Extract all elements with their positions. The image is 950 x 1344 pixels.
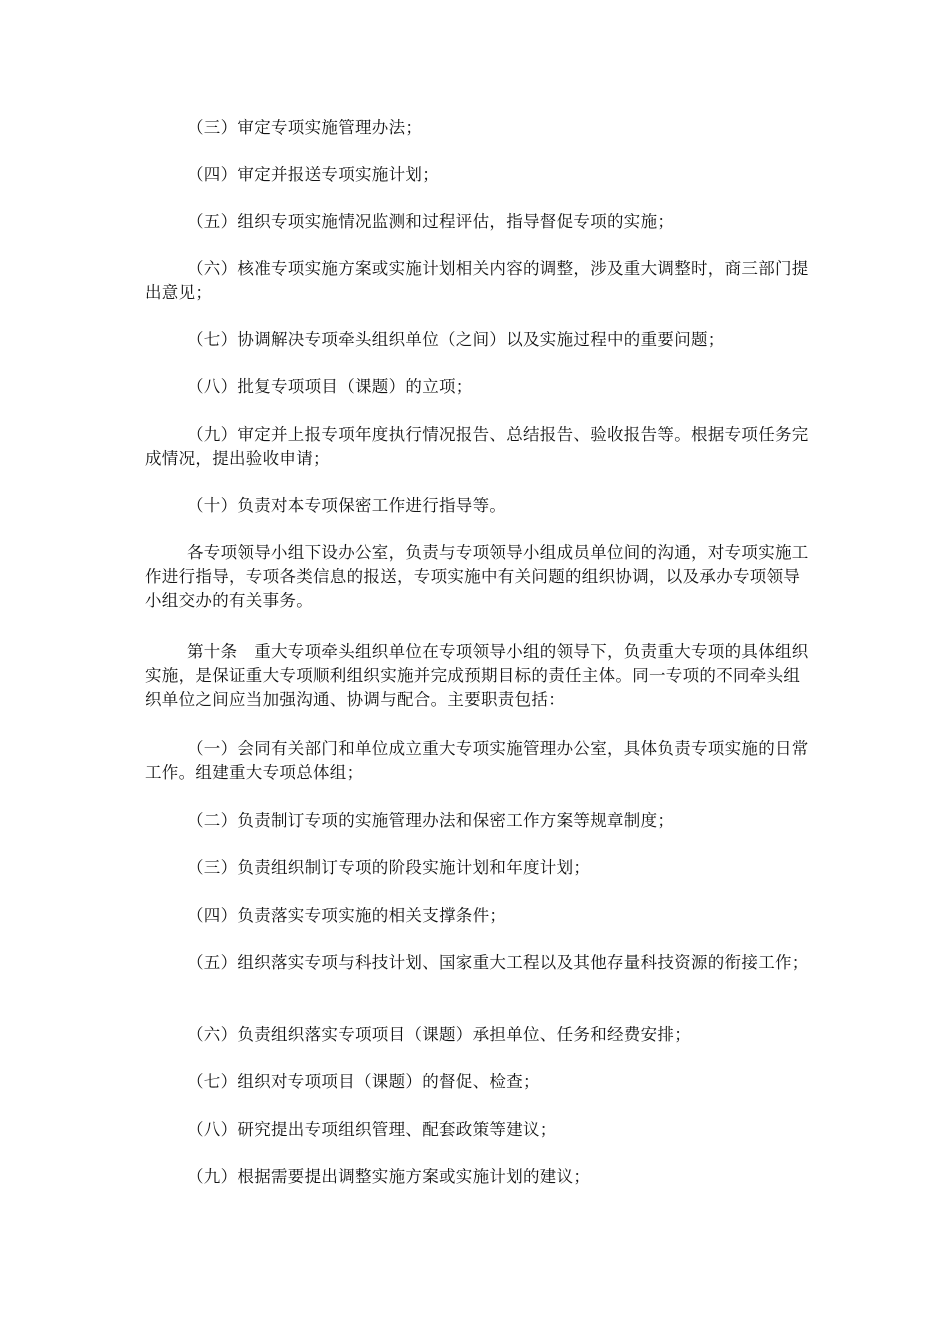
paragraph-article-10: 第十条 重大专项牵头组织单位在专项领导小组的领导下，负责重大专项的具体组织实施，是保证重大专项顺利组织实施并完成预期目标的责任主体。同一专项的不同牵头组织单位之间应当加强沟通、协调与配合。主要职责包括： [145,642,809,709]
paragraph-duty-6: （六）负责组织落实专项项目（课题）承担单位、任务和经费安排； [187,1025,691,1044]
paragraph-office: 各专项领导小组下设办公室，负责与专项领导小组成员单位间的沟通，对专项实施工作进行指导，专项各类信息的报送，专项实施中有关问题的组织协调，以及承办专项领导小组交办的有关事务。 [145,543,809,610]
paragraph-item-3: （三）审定专项实施管理办法； [187,118,423,137]
paragraph-duty-5: （五）组织落实专项与科技计划、国家重大工程以及其他存量科技资源的衔接工作； [187,953,809,972]
paragraph-duty-1: （一）会同有关部门和单位成立重大专项实施管理办公室，具体负责专项实施的日常工作。组建重大专项总体组； [145,739,809,782]
paragraph-item-4: （四）审定并报送专项实施计划； [187,165,439,184]
paragraph-duty-9: （九）根据需要提出调整实施方案或实施计划的建议； [187,1167,591,1186]
paragraph-item-7: （七）协调解决专项牵头组织单位（之间）以及实施过程中的重要问题； [187,330,725,349]
paragraph-duty-4: （四）负责落实专项实施的相关支撑条件； [187,906,507,925]
paragraph-duty-8: （八）研究提出专项组织管理、配套政策等建议； [187,1120,557,1139]
paragraph-duty-3: （三）负责组织制订专项的阶段实施计划和年度计划； [187,858,591,877]
paragraph-item-10: （十）负责对本专项保密工作进行指导等。 [187,496,507,515]
paragraph-duty-7: （七）组织对专项项目（课题）的督促、检查； [187,1072,540,1091]
paragraph-item-5: （五）组织专项实施情况监测和过程评估，指导督促专项的实施； [187,212,675,231]
paragraph-item-6: （六）核准专项实施方案或实施计划相关内容的调整，涉及重大调整时，商三部门提出意见； [145,259,809,302]
paragraph-item-8: （八）批复专项项目（课题）的立项； [187,377,473,396]
paragraph-duty-2: （二）负责制订专项的实施管理办法和保密工作方案等规章制度； [187,811,675,830]
paragraph-item-9: （九）审定并上报专项年度执行情况报告、总结报告、验收报告等。根据专项任务完成情况，提出验收申请； [145,425,809,468]
